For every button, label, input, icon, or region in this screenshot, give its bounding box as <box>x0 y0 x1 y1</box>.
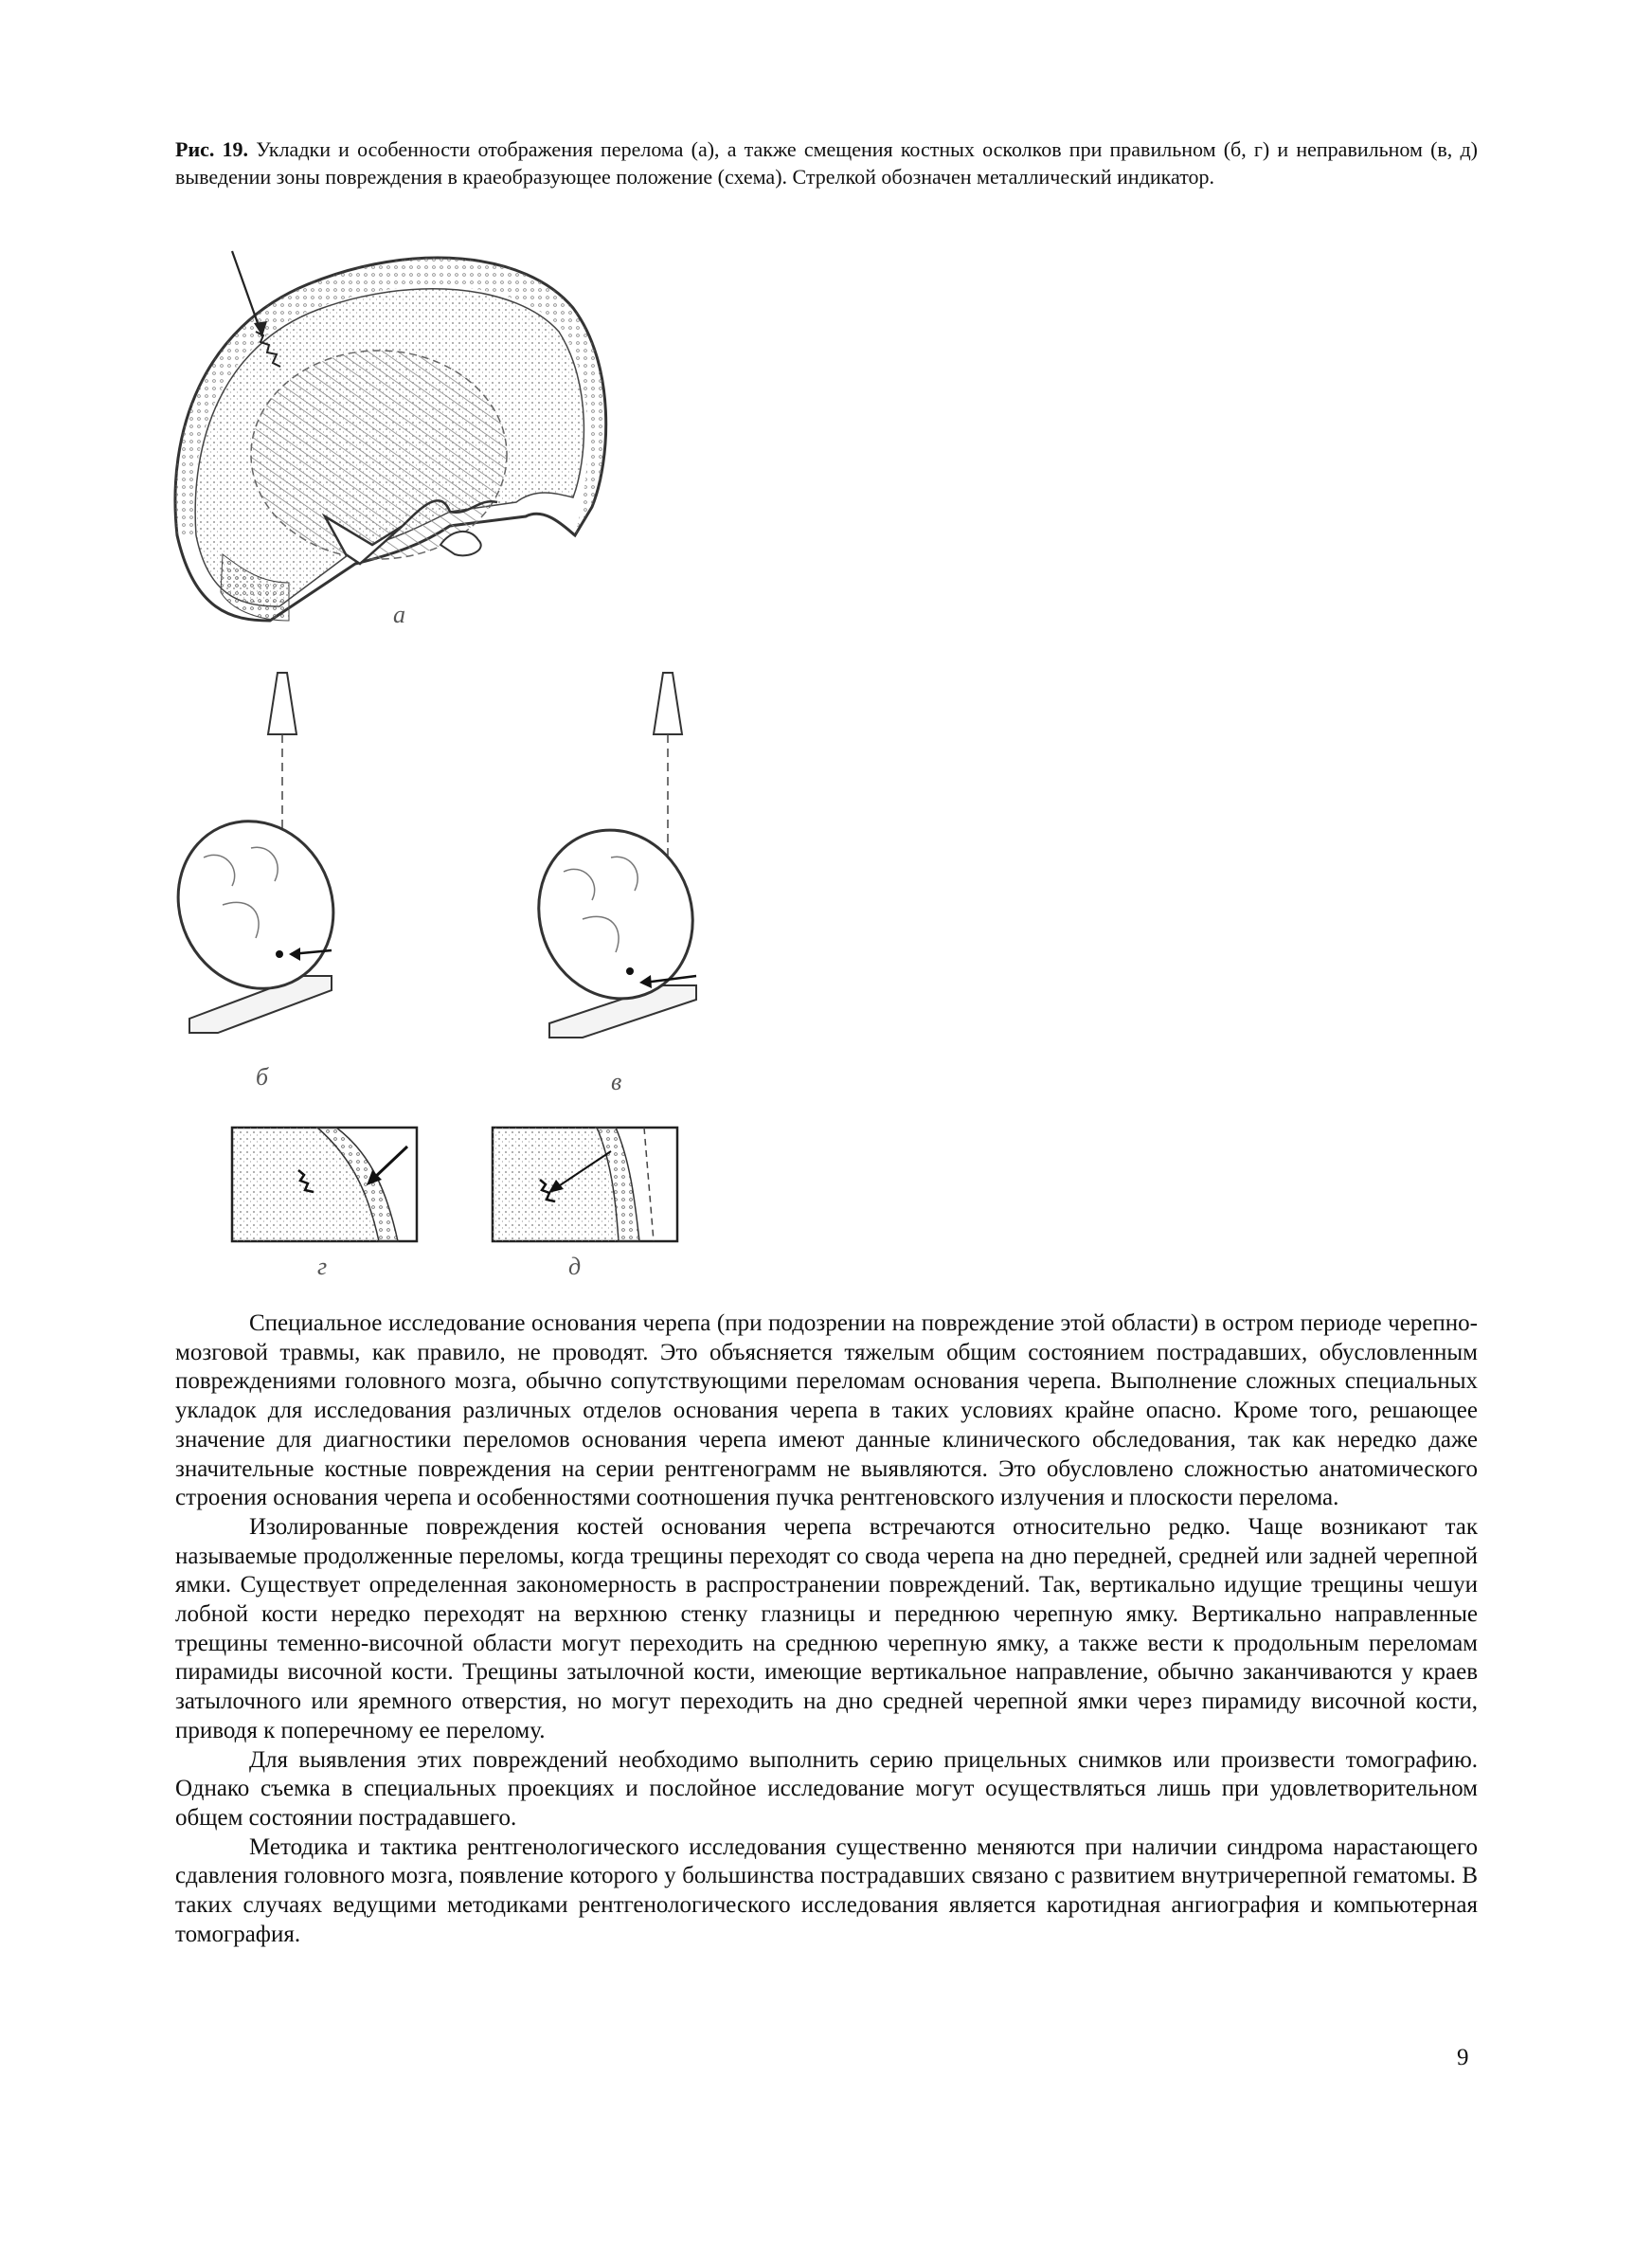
label-g: г <box>317 1253 328 1280</box>
paragraph-3: Для выявления этих повреждений необходимо выполнить серию прицельных снимков или произвести томографию. Однако съемка в специальных проекциях и послойное исследование могут осуществляться лишь при удовлетворительном общем состоянии пострадавшего. <box>175 1746 1478 1831</box>
skull-lateral-diagram <box>175 251 606 628</box>
brain-hatched-area <box>251 351 507 559</box>
label-b: б <box>256 1063 269 1091</box>
paragraph-4: Методика и тактика рентгенологического исследования существенно меняются при наличии синдрома нарастающего сдавления головного мозга, появление которого у большинства пострадавших связано с развитием внутричерепной гематомы. В таких случаях ведущими методиками рентгенологического исследования является каротидная ангиография и компьютерная томография. <box>175 1833 1478 1947</box>
label-a: а <box>393 601 405 628</box>
xray-tube-right <box>654 673 682 734</box>
paragraph-1: Специальное исследование основания черепа (при подозрении на повреждение этой области) в остром периоде черепно-мозговой травмы, как правило, не проводят. Это объясняется тяжелым общим состоянием пострадавших, обусловленным повреждениями головного мозга, обычно сопутствующими переломам основания черепа. Выполнение сложных специальных укладок для исследования различных отделов основания черепа в таких условиях крайне опасно. Кроме того, решающее значение для диагностики переломов основания черепа имеют данные клинического обследования, так как нередко даже значительные костные повреждения на серии рентгенограмм не выявляются. Это обусловлено сложностью анатомического строения основания черепа и особенностями соотношения пучка рентгеновского излучения и плоскости перелома. <box>175 1310 1478 1511</box>
figure-caption-label: Рис. 19. <box>175 137 249 161</box>
label-d: д <box>568 1253 582 1280</box>
paragraph-2: Изолированные повреждения костей основания черепа встречаются относительно редко. Чаще возникают так называемые продолженные переломы, когда трещины переходят со свода черепа на дно передней, средней или задней черепной ямки. Существует определенная закономерность в распространении повреждений. Так, вертикально идущие трещины чешуи лобной кости нередко переходят на верхнюю стенку глазницы и переднюю черепную ямку. Вертикально направленные трещины теменно-височной области могут переходить на среднюю черепную ямку, а также вести к продольным переломам пирамиды височной кости. Трещины затылочной кости, имеющие вертикальное направление, обычно заканчиваются у краев затылочного или яремного отверстия, но могут переходить на дно средней черепной ямки через пирамиду височной кости, приводя к поперечному ее перелому. <box>175 1513 1478 1743</box>
page-number: 9 <box>1457 2045 1469 2070</box>
body-text <box>175 1309 1478 1949</box>
detail-incorrect <box>493 1128 677 1280</box>
head-position-incorrect <box>515 808 716 1095</box>
head-position-correct <box>166 796 361 1091</box>
detail-correct <box>232 1128 417 1280</box>
figure-caption <box>175 135 1478 190</box>
figure-caption-text: Укладки и особенности отображения перелома (а), а также смещения костных осколков при правильном (б, г) и неправильном (в, д) выведении зоны повреждения в краеобразующее положение (схема). Стрелкой обозначен металлический индикатор. <box>175 137 1478 189</box>
figure-19-illustration <box>166 242 772 1284</box>
figure-svg <box>166 242 772 1284</box>
metal-indicator-v <box>626 967 634 975</box>
label-v: в <box>611 1068 622 1095</box>
xray-tube-left <box>268 673 296 734</box>
metal-indicator-b <box>276 950 283 958</box>
